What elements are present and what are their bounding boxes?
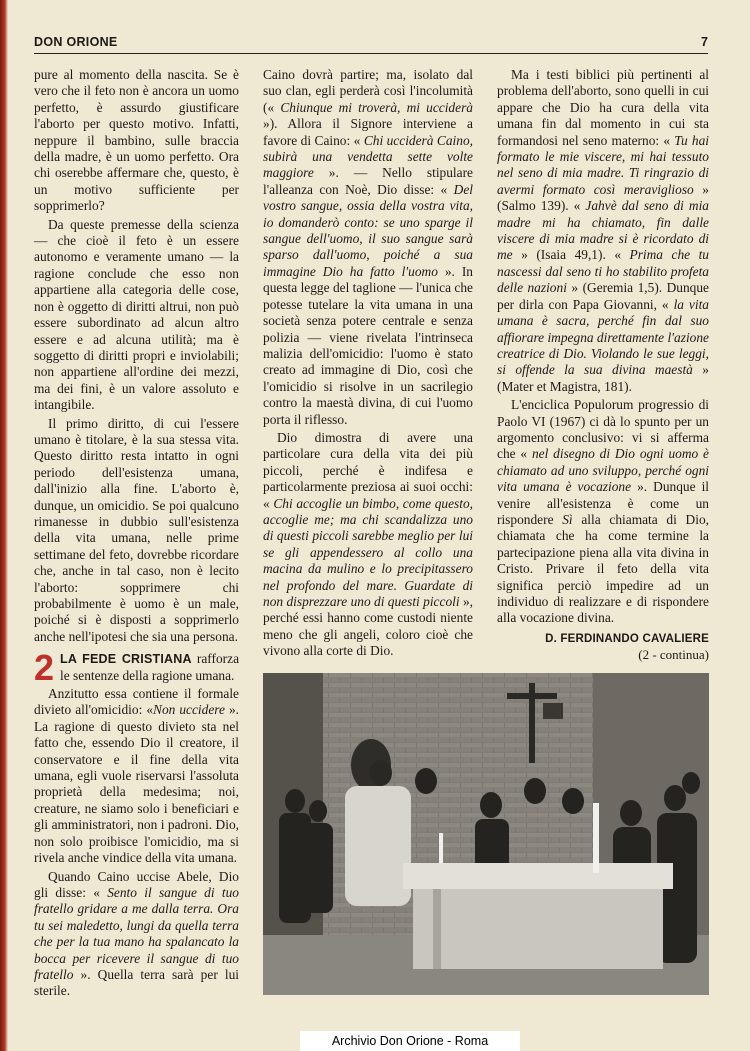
magazine-title: DON ORIONE xyxy=(34,35,118,49)
archive-label: Archivio Don Orione - Roma xyxy=(300,1031,520,1051)
photograph-baptism xyxy=(263,673,709,995)
author-byline: D. FERDINANDO CAVALIERE xyxy=(545,632,709,645)
paragraph: Da queste premesse della scienza — che cioè il feto è un essere autonomo e veramente umano — la ragione conclude che esso non appartiene alla categoria delle cose, non è oggetto di diritti altrui, non può essere subordinato ad alcun altro essere e ad alcuna utilità; ma è soggetto di diritti propri e inviolabili; non appartiene all'ordine dei mezzi, ma dei fini, è un valore assoluto e intangibile. xyxy=(34,216,239,413)
paragraph: L'enciclica Populorum progressio di Paolo VI (1967) ci dà lo spunto per un argomento conclusivo: vi si afferma che « nel disegno di Dio ogni uomo è chiamato ad uno sviluppo, perché ogni vita umana è vocazione ». Dunque il venire all'esistenza è come un rispondere Sì alla chiamata di Dio, chiamata che ha come termine la partecipazione piena alla vita divina in Cristo. Privare il feto della vita significa perciò impedire ad un individuo di realizzare e di rispondere alla vocazione divina. xyxy=(497,397,710,626)
paragraph: Anzitutto essa contiene il formale divieto all'omicidio: «Non uccidere ». La ragione di questo divieto sta nel fatto che, essendo Dio il creatore, il conservatore e il fine della vita umana, egli vuole riservarsi l'assoluta proprietà della medesima; noi, creature, ne siamo solo i beneficiari e gli amministratori, non i padroni. Dio, non solo proibisce l'omicidio, ma si rivela anche vindice della vita umana. xyxy=(34,686,239,866)
paragraph: Il primo diritto, di cui l'essere umano è titolare, è la sua stessa vita. Questo diritto resta intatto in ogni periodo dell'esistenza umana, dall'inizio alla fine. L'aborto è, dunque, un omicidio. Se poi qualcuno rimanesse in dubbio sull'esistenza della vita umana, nelle prime settimane del feto, dovrebbe ricordare che, anche in tal caso, non è lecito l'aborto: sopprimere chi probabilmente è uomo è un male, poiché si è disposti a sopprimerlo anche nell'ipotesi che sia una persona. xyxy=(34,415,239,644)
section-heading xyxy=(34,651,239,684)
paragraph: pure al momento della nascita. Se è vero che il feto non è ancora un uomo perfetto, è assurdo giustificare l'aborto per questo motivo. Infatti, neppure il bambino, sulle braccia della madre, è un uomo perfetto. Ora chi oserebbe affermare che, questo, è un motivo sufficiente per sopprimerlo? xyxy=(34,67,239,214)
paragraph: Caino dovrà partire; ma, isolato dal suo clan, egli perderà così l'incolumità (« Chiunque mi troverà, mi ucciderà »). Allora il Signore interviene a favore di Caino: « Chi ucciderà Caino, subirà una vendetta sette volte maggiore ». — Nello stipulare l'alleanza con Noè, Dio disse: « Del vostro sangue, ossia della vostra vita, io domanderò conto: se uno sparge il sangue dell'uomo, il suo sangue sarà sparso dall'uomo, poiché a sua immagine Dio ha fatto l'uomo ». In questa legge del taglione — l'unica che potesse tutelare la vita umana in una società senza potere centrale e senza polizia — viene rivelata l'intrinseca malizia dell'omicidio: l'uomo è stato creato ad immagine di Dio, così che l'omicidio si risolve in un sacrilegio contro la maestà divina, di cui l'uomo porta il riflesso. xyxy=(263,67,473,427)
section-number: 2 xyxy=(34,651,55,685)
text-column-1 xyxy=(34,67,239,1000)
page-header xyxy=(34,33,708,54)
paragraph: Quando Caino uccise Abele, Dio gli disse: « Sento il sangue di tuo fratello gridare a me dalla terra. Ora tu sei maledetto, lungi da quella terra che per la tua mano ha spalancato la bocca per ricevere il sangue di tuo fratello ». Quella terra sarà per lui sterile. xyxy=(34,868,239,999)
paragraph: Dio dimostra di avere una particolare cura della vita dei più piccoli, perché è indifesa e particolarmente preziosa ai suoi occhi: « Chi accoglie un bimbo, come questo, accoglie me; ma chi scandalizza uno di questi piccoli sarebbe meglio per lui se gli appendessero al collo una macina da mulino e lo precipitassero nel profondo del mare. Guardate di non disprezzare uno di questi piccoli », perché essi hanno come custodi niente meno che gli angeli, coloro cioè che vivono alla corte di Dio. xyxy=(263,429,474,659)
text-column-3 xyxy=(497,67,709,664)
section-title: LA FEDE CRISTIANA xyxy=(60,652,192,667)
text-column-2 xyxy=(263,67,473,660)
continues-note: (2 - continua) xyxy=(638,647,709,663)
page-number: 7 xyxy=(701,35,708,49)
binding-edge xyxy=(0,0,8,1051)
paragraph: Ma i testi biblici più pertinenti al problema dell'aborto, sono quelli in cui appare che Dio ha cura della vita umana fin dal momento in cui sta formandosi nel seno materno: « Tu hai formato le mie viscere, mi hai tessuto nel seno di mia madre. Ti ringrazio di avermi formato così meraviglioso » (Salmo 139). « Jahvè dal seno di mia madre mi ha chiamato, fin dalle viscere di mia madre si è ricordato di me » (Isaia 49,1). « Prima che tu nascessi dal seno ti ho stabilito profeta delle nazioni » (Geremia 1,5). Dunque per dirla con Papa Giovanni, « la vita umana è sacra, perché fin dal suo affiorare impegna direttamente l'azione creatrice di Dio. Violando le sue leggi, si offende la sua divina maestà » (Mater et Magistra, 181). xyxy=(497,67,710,394)
photo-illustration xyxy=(263,673,709,995)
section-lead: rafforza le sentenze della ragione umana. xyxy=(60,651,239,683)
